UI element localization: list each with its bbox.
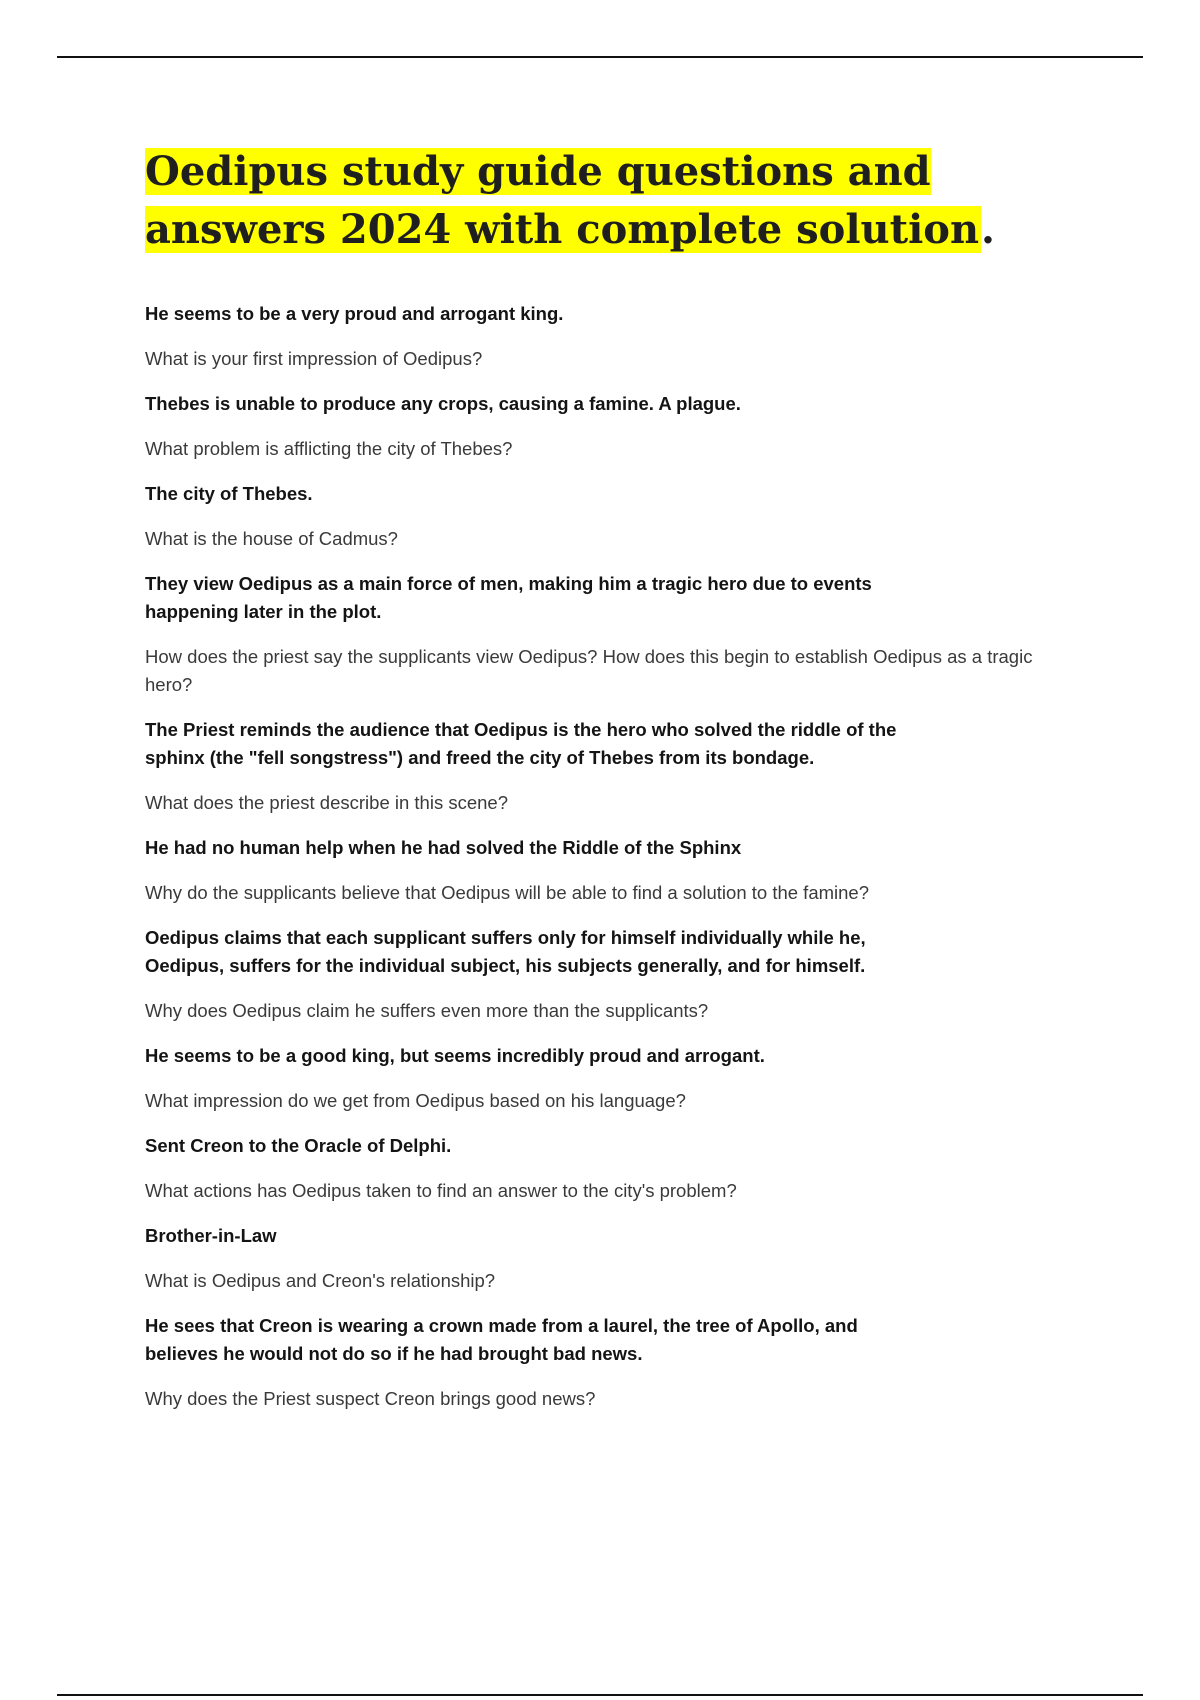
qa-pair [145,924,1065,1025]
answer-text: He sees that Creon is wearing a crown made from a laurel, the tree of Apollo, and believes he would not do so if he had brought bad news. [145,1315,858,1364]
question-text: What impression do we get from Oedipus based on his language? [145,1090,686,1111]
qa-pair [145,390,1065,463]
answer-text: Thebes is unable to produce any crops, causing a famine. A plague. [145,393,741,414]
qa-pair [145,480,1065,553]
question-text: Why do the supplicants believe that Oedipus will be able to find a solution to the famine? [145,882,869,903]
answer-text: The Priest reminds the audience that Oedipus is the hero who solved the riddle of the sphinx (the "fell songstress") and freed the city of Thebes from its bondage. [145,719,897,768]
title-highlight: Oedipus study guide questions and answers 2024 with complete solution [145,148,980,253]
question-text: Why does Oedipus claim he suffers even more than the supplicants? [145,1000,709,1021]
qa-pair [145,570,1065,699]
question-text: What does the priest describe in this scene? [145,792,508,813]
question-text: What is your first impression of Oedipus? [145,348,483,369]
qa-pair [145,834,1065,907]
header-rule [57,56,1143,58]
question-text: How does the priest say the supplicants view Oedipus? How does this begin to establish Oedipus as a tragic hero? [145,646,1033,695]
question-text: What is Oedipus and Creon's relationship? [145,1270,496,1291]
qa-pair [145,1042,1065,1115]
qa-pair [145,300,1065,373]
answer-text: Brother-in-Law [145,1225,277,1246]
answer-text: He seems to be a very proud and arrogant king. [145,303,564,324]
qa-list [145,300,1065,1430]
answer-text: He seems to be a good king, but seems incredibly proud and arrogant. [145,1045,765,1066]
title-period: . [981,206,995,253]
answer-text: They view Oedipus as a main force of men, making him a tragic hero due to events happening later in the plot. [145,573,872,622]
answer-text: He had no human help when he had solved the Riddle of the Sphinx [145,837,742,858]
question-text: What is the house of Cadmus? [145,528,398,549]
qa-pair [145,1312,1065,1413]
question-text: Why does the Priest suspect Creon brings good news? [145,1388,596,1409]
document-title [145,143,1085,259]
answer-text: The city of Thebes. [145,483,313,504]
qa-pair [145,1132,1065,1205]
answer-text: Oedipus claims that each supplicant suffers only for himself individually while he, Oedipus, suffers for the individual subject, his subjects generally, and for himself. [145,927,866,976]
answer-text: Sent Creon to the Oracle of Delphi. [145,1135,452,1156]
question-text: What problem is afflicting the city of Thebes? [145,438,513,459]
qa-pair [145,1222,1065,1295]
footer-rule [57,1694,1143,1696]
question-text: What actions has Oedipus taken to find an answer to the city's problem? [145,1180,737,1201]
qa-pair [145,716,1065,817]
